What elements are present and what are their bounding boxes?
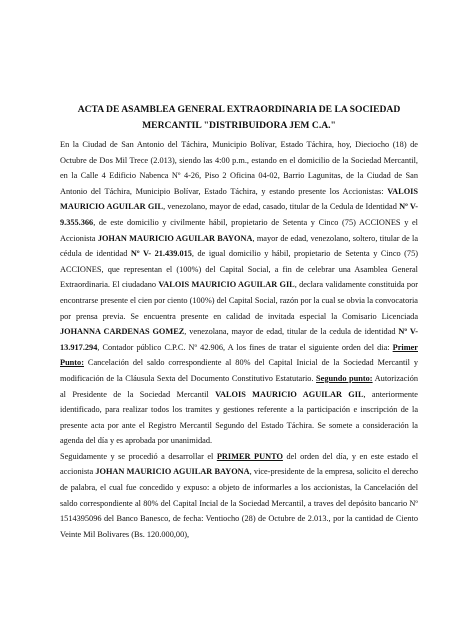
second-point-label: Segundo punto: bbox=[316, 373, 373, 383]
text-run: , de este domicilio y civilmente hábil, propietario de Setenta y Cinco (75) ACCIONES y el Accionista bbox=[60, 217, 418, 243]
text-run: , mayor de edad, venezolano, soltero, titular de la cédula de identidad bbox=[60, 233, 419, 259]
text-run: , anteriormente identificado, para realizar todos los tramites y gestiones referente a la participación e inscripción de la presente acta por ante el Registro Mercantil Segundo del Estado Táchira. Se somete a consideración la agenda del día y es aprobada por unanimidad. bbox=[60, 389, 418, 446]
shareholder-name: JOHAN MAURICIO AGUILAR BAYONA bbox=[97, 233, 253, 243]
text-run: , Contador público C.P.C. Nº 42.906, A los fines de tratar el siguiente orden del dia: bbox=[97, 342, 393, 352]
id-number: Nº V- 9.355.366 bbox=[60, 202, 418, 227]
first-point-heading: PRIMER PUNTO bbox=[216, 451, 283, 461]
text-run: , de igual domicilio y hábil, propietario de Setenta y Cinco (75) ACCIONES, que representan el (100%) del Capital Social, a fin de celebrar una Asamblea General Extraordinaria. El ciudadano bbox=[60, 249, 418, 290]
document-body bbox=[60, 137, 418, 542]
commissioner-name: JOHANNA CARDENAS GOMEZ bbox=[60, 327, 185, 337]
text-run: , venezolana, mayor de edad, titular de la cedula de identidad bbox=[184, 327, 399, 337]
paragraph-2 bbox=[60, 449, 418, 543]
document-content bbox=[60, 102, 418, 542]
id-number: Nº V- 21.439.015 bbox=[130, 249, 192, 259]
text-run: Cancelación del saldo correspondiente al 80% del Capital Inicial de la Sociedad Mercantil y modificación de la Cláusula Sexta del Documento Constitutivo Estatutario. bbox=[60, 358, 418, 383]
text-run: , declara validamente constituida por encontrarse presente el cien por ciento (100%) del Capital Social, razón por la cual se obvia la convocatoria por prensa previa. Se encuentra presente en calidad de invitada especial la Comisario Licenciada bbox=[60, 280, 418, 321]
document-title-line-2: MERCANTIL "DISTRIBUIDORA JEM C.A." bbox=[142, 120, 336, 131]
first-point-label: Primer Punto: bbox=[60, 342, 418, 368]
paragraph-1 bbox=[60, 137, 418, 449]
shareholder-name: VALOIS MAURICIO AGUILAR GIL bbox=[158, 280, 295, 290]
text-run: del orden del día, y en este estado el accionista bbox=[60, 451, 419, 477]
document-title-line-1: ACTA DE ASAMBLEA GENERAL EXTRAORDINARIA DE LA SOCIEDAD bbox=[77, 104, 401, 115]
text-run: , vice-presidente de la empresa, solicito el derecho de palabra, el cual fue concedido y expuso: a objeto de informarles a los accionistas, la Cancelación del saldo correspondiente al 80% del Capital Incial de la Sociedad Mercantil, a traves del depósito bancario Nº 1514395096 del Banco Banesco, de fecha: Ventiocho (28) de Octubre de 2.013., por la cantidad de Ciento Veinte Mil Bolivares (Bs. 120.000,00), bbox=[60, 467, 418, 539]
shareholder-name: VALOIS MAURICIO AGUILAR GIL bbox=[215, 389, 364, 399]
text-run: , venezolano, mayor de edad, casado, titular de la Cedula de Identidad bbox=[163, 202, 400, 212]
shareholder-name: JOHAN MAURICIO AGUILAR BAYONA bbox=[95, 467, 250, 477]
text-run: Autorización al Presidente de la Sociedad Mercantil bbox=[60, 373, 418, 399]
text-run: En la Ciudad de San Antonio del Táchira, Municipio Bolívar, Estado Táchira, hoy, Dieciocho (18) de Octubre de Dos Mil Trece (2.013), siendo las 4:00 p.m., estando en el domicilio de la Sociedad Mercantil, en la Calle 4 Edificio Nabenca Nº 4-26, Piso 2 Oficina 04-02, Barrio Lagunitas, de la Ciudad de San Antonio del Táchira, Municipio Bolívar, Estado Táchira, y estando presente los Accionistas: bbox=[60, 140, 418, 196]
shareholder-name: VALOIS MAURICIO AGUILAR GIL bbox=[60, 186, 418, 212]
id-number: Nº V- 13.917.294 bbox=[60, 327, 419, 352]
text-run: Seguidamente y se procedió a desarrollar el bbox=[60, 451, 217, 461]
